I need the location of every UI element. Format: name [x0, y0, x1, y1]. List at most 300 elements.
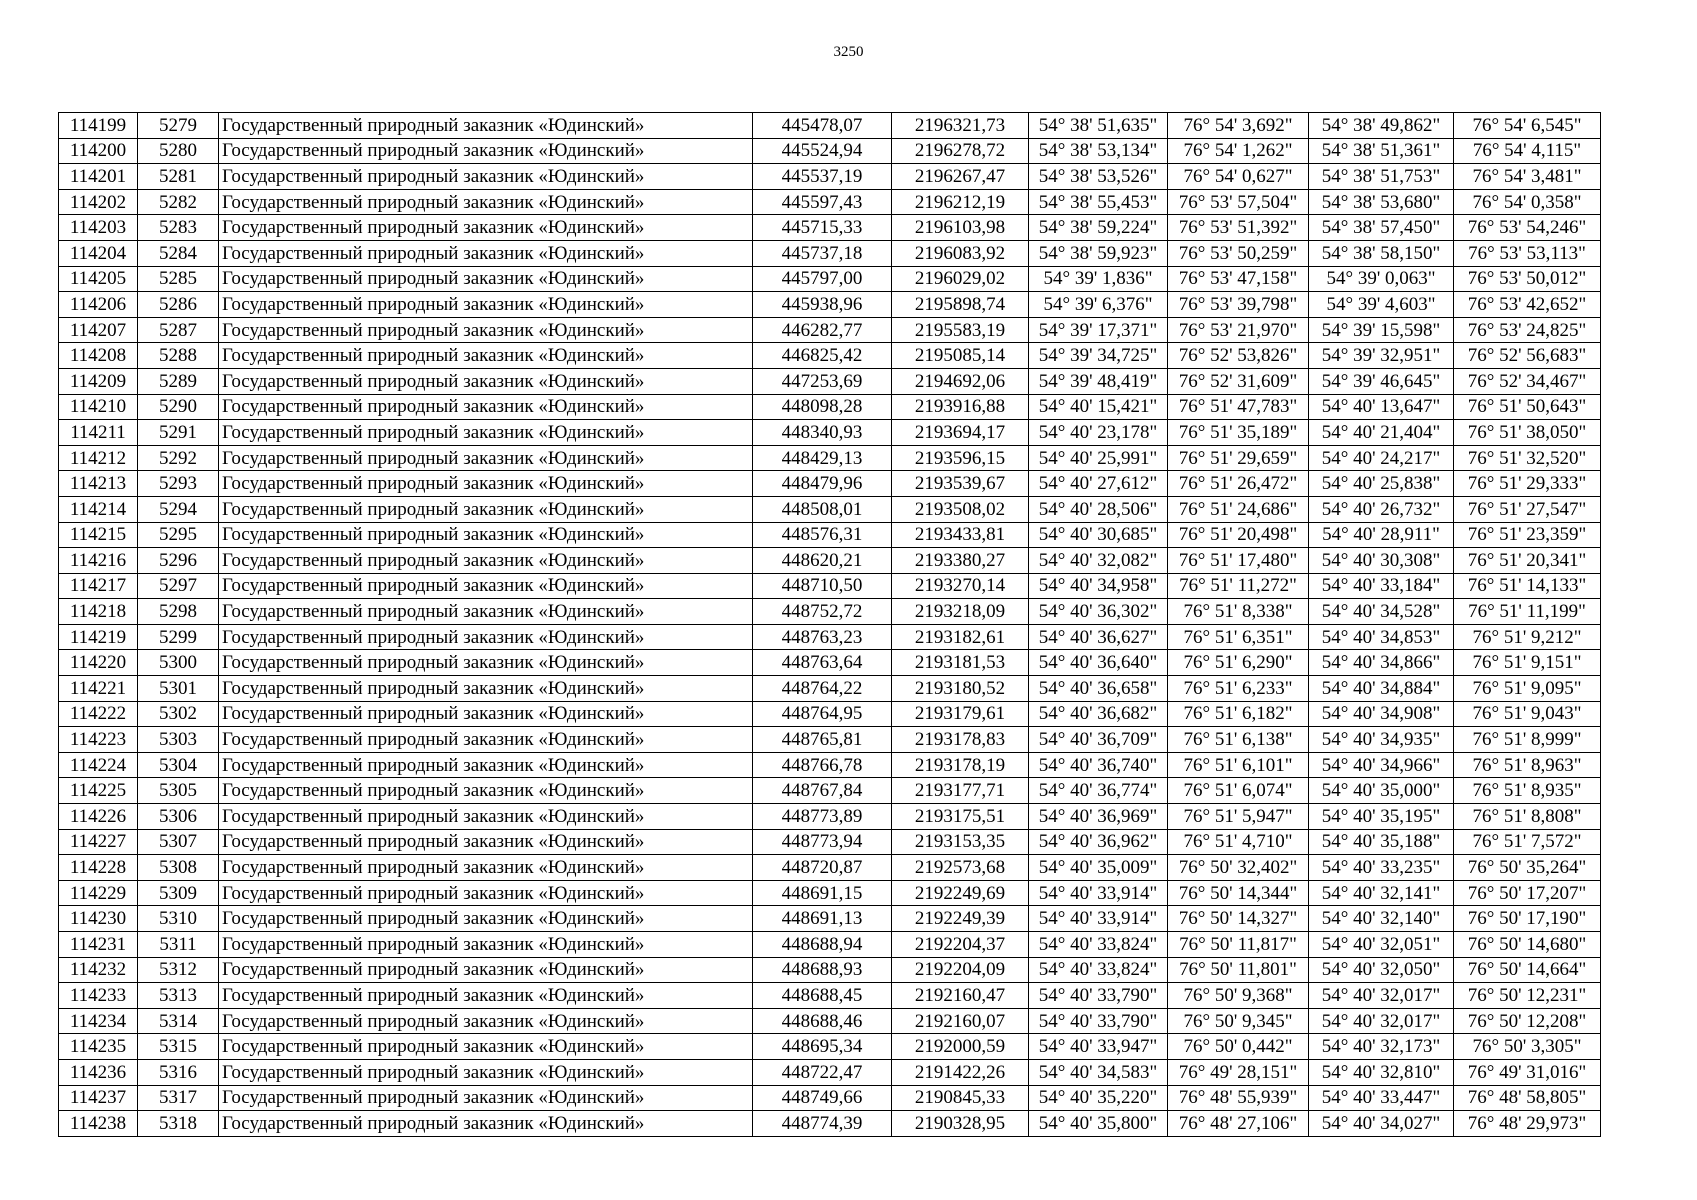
latitude-alt-cell: 54° 40' 34,935": [1309, 727, 1454, 753]
latitude-alt-cell: 54° 39' 4,603": [1309, 292, 1454, 318]
latitude-alt-cell: 54° 40' 34,908": [1309, 701, 1454, 727]
row-index-cell: 114228: [59, 855, 138, 881]
point-number-cell: 5317: [138, 1085, 219, 1111]
latitude-cell: 54° 39' 17,371": [1029, 317, 1168, 343]
object-name-cell: Государственный природный заказник «Юдинский»: [219, 113, 753, 139]
x-coordinate-cell: 448720,87: [753, 855, 892, 881]
latitude-cell: 54° 38' 53,526": [1029, 164, 1168, 190]
point-number-cell: 5300: [138, 650, 219, 676]
latitude-alt-cell: 54° 40' 32,051": [1309, 932, 1454, 958]
y-coordinate-cell: 2196267,47: [892, 164, 1029, 190]
table-row: [59, 727, 1601, 753]
latitude-alt-cell: 54° 38' 51,361": [1309, 138, 1454, 164]
point-number-cell: 5284: [138, 240, 219, 266]
table-row: [59, 343, 1601, 369]
latitude-alt-cell: 54° 40' 35,188": [1309, 829, 1454, 855]
table-row: [59, 880, 1601, 906]
y-coordinate-cell: 2190328,95: [892, 1111, 1029, 1137]
longitude-cell: 76° 53' 39,798": [1168, 292, 1309, 318]
object-name-cell: Государственный природный заказник «Юдинский»: [219, 599, 753, 625]
latitude-alt-cell: 54° 40' 24,217": [1309, 445, 1454, 471]
x-coordinate-cell: 448774,39: [753, 1111, 892, 1137]
table-row: [59, 368, 1601, 394]
longitude-alt-cell: 76° 54' 6,545": [1454, 113, 1601, 139]
longitude-alt-cell: 76° 51' 14,133": [1454, 573, 1601, 599]
longitude-alt-cell: 76° 49' 31,016": [1454, 1059, 1601, 1085]
longitude-cell: 76° 50' 11,817": [1168, 932, 1309, 958]
point-number-cell: 5299: [138, 624, 219, 650]
row-index-cell: 114236: [59, 1059, 138, 1085]
latitude-cell: 54° 40' 35,220": [1029, 1085, 1168, 1111]
point-number-cell: 5281: [138, 164, 219, 190]
x-coordinate-cell: 446282,77: [753, 317, 892, 343]
x-coordinate-cell: 448695,34: [753, 1034, 892, 1060]
object-name-cell: Государственный природный заказник «Юдинский»: [219, 292, 753, 318]
object-name-cell: Государственный природный заказник «Юдинский»: [219, 1034, 753, 1060]
point-number-cell: 5309: [138, 880, 219, 906]
latitude-alt-cell: 54° 40' 34,884": [1309, 676, 1454, 702]
row-index-cell: 114215: [59, 522, 138, 548]
x-coordinate-cell: 448752,72: [753, 599, 892, 625]
longitude-cell: 76° 51' 6,138": [1168, 727, 1309, 753]
row-index-cell: 114237: [59, 1085, 138, 1111]
table-row: [59, 394, 1601, 420]
longitude-cell: 76° 52' 53,826": [1168, 343, 1309, 369]
y-coordinate-cell: 2196083,92: [892, 240, 1029, 266]
point-number-cell: 5296: [138, 548, 219, 574]
object-name-cell: Государственный природный заказник «Юдинский»: [219, 164, 753, 190]
table-row: [59, 240, 1601, 266]
x-coordinate-cell: 448764,22: [753, 676, 892, 702]
y-coordinate-cell: 2192249,69: [892, 880, 1029, 906]
y-coordinate-cell: 2190845,33: [892, 1085, 1029, 1111]
longitude-alt-cell: 76° 51' 50,643": [1454, 394, 1601, 420]
object-name-cell: Государственный природный заказник «Юдинский»: [219, 317, 753, 343]
x-coordinate-cell: 448508,01: [753, 496, 892, 522]
point-number-cell: 5285: [138, 266, 219, 292]
latitude-alt-cell: 54° 40' 35,000": [1309, 778, 1454, 804]
table-row: [59, 778, 1601, 804]
longitude-cell: 76° 51' 5,947": [1168, 804, 1309, 830]
point-number-cell: 5288: [138, 343, 219, 369]
y-coordinate-cell: 2193694,17: [892, 420, 1029, 446]
row-index-cell: 114229: [59, 880, 138, 906]
longitude-cell: 76° 50' 0,442": [1168, 1034, 1309, 1060]
x-coordinate-cell: 448479,96: [753, 471, 892, 497]
table-row: [59, 983, 1601, 1009]
table-row: [59, 1008, 1601, 1034]
latitude-cell: 54° 40' 23,178": [1029, 420, 1168, 446]
table-row: [59, 471, 1601, 497]
object-name-cell: Государственный природный заказник «Юдинский»: [219, 778, 753, 804]
table-row: [59, 906, 1601, 932]
longitude-cell: 76° 51' 24,686": [1168, 496, 1309, 522]
point-number-cell: 5315: [138, 1034, 219, 1060]
longitude-cell: 76° 53' 51,392": [1168, 215, 1309, 241]
latitude-cell: 54° 40' 28,506": [1029, 496, 1168, 522]
object-name-cell: Государственный природный заказник «Юдинский»: [219, 266, 753, 292]
point-number-cell: 5290: [138, 394, 219, 420]
object-name-cell: Государственный природный заказник «Юдинский»: [219, 1111, 753, 1137]
latitude-cell: 54° 40' 36,774": [1029, 778, 1168, 804]
row-index-cell: 114199: [59, 113, 138, 139]
table-row: [59, 676, 1601, 702]
y-coordinate-cell: 2193178,19: [892, 752, 1029, 778]
x-coordinate-cell: 448688,94: [753, 932, 892, 958]
latitude-cell: 54° 39' 34,725": [1029, 343, 1168, 369]
table-row: [59, 420, 1601, 446]
latitude-alt-cell: 54° 38' 49,862": [1309, 113, 1454, 139]
latitude-alt-cell: 54° 40' 35,195": [1309, 804, 1454, 830]
row-index-cell: 114219: [59, 624, 138, 650]
latitude-alt-cell: 54° 40' 33,447": [1309, 1085, 1454, 1111]
longitude-cell: 76° 49' 28,151": [1168, 1059, 1309, 1085]
latitude-alt-cell: 54° 40' 34,528": [1309, 599, 1454, 625]
longitude-cell: 76° 51' 26,472": [1168, 471, 1309, 497]
object-name-cell: Государственный природный заказник «Юдинский»: [219, 1008, 753, 1034]
point-number-cell: 5305: [138, 778, 219, 804]
longitude-cell: 76° 51' 6,290": [1168, 650, 1309, 676]
longitude-cell: 76° 51' 6,074": [1168, 778, 1309, 804]
longitude-cell: 76° 53' 21,970": [1168, 317, 1309, 343]
object-name-cell: Государственный природный заказник «Юдинский»: [219, 215, 753, 241]
latitude-alt-cell: 54° 39' 15,598": [1309, 317, 1454, 343]
longitude-cell: 76° 51' 17,480": [1168, 548, 1309, 574]
x-coordinate-cell: 445597,43: [753, 189, 892, 215]
object-name-cell: Государственный природный заказник «Юдинский»: [219, 445, 753, 471]
table-row: [59, 189, 1601, 215]
object-name-cell: Государственный природный заказник «Юдинский»: [219, 624, 753, 650]
object-name-cell: Государственный природный заказник «Юдинский»: [219, 983, 753, 1009]
longitude-cell: 76° 51' 6,233": [1168, 676, 1309, 702]
row-index-cell: 114212: [59, 445, 138, 471]
object-name-cell: Государственный природный заказник «Юдинский»: [219, 829, 753, 855]
y-coordinate-cell: 2193539,67: [892, 471, 1029, 497]
latitude-alt-cell: 54° 38' 57,450": [1309, 215, 1454, 241]
object-name-cell: Государственный природный заказник «Юдинский»: [219, 752, 753, 778]
longitude-cell: 76° 51' 20,498": [1168, 522, 1309, 548]
object-name-cell: Государственный природный заказник «Юдинский»: [219, 573, 753, 599]
table-row: [59, 1059, 1601, 1085]
latitude-alt-cell: 54° 40' 28,911": [1309, 522, 1454, 548]
row-index-cell: 114227: [59, 829, 138, 855]
longitude-alt-cell: 76° 52' 56,683": [1454, 343, 1601, 369]
latitude-alt-cell: 54° 40' 32,173": [1309, 1034, 1454, 1060]
point-number-cell: 5295: [138, 522, 219, 548]
row-index-cell: 114202: [59, 189, 138, 215]
point-number-cell: 5307: [138, 829, 219, 855]
point-number-cell: 5291: [138, 420, 219, 446]
longitude-cell: 76° 53' 50,259": [1168, 240, 1309, 266]
latitude-cell: 54° 38' 55,453": [1029, 189, 1168, 215]
latitude-alt-cell: 54° 40' 26,732": [1309, 496, 1454, 522]
latitude-cell: 54° 40' 34,583": [1029, 1059, 1168, 1085]
longitude-cell: 76° 51' 6,351": [1168, 624, 1309, 650]
longitude-alt-cell: 76° 54' 0,358": [1454, 189, 1601, 215]
object-name-cell: Государственный природный заказник «Юдинский»: [219, 650, 753, 676]
object-name-cell: Государственный природный заказник «Юдинский»: [219, 701, 753, 727]
x-coordinate-cell: 448749,66: [753, 1085, 892, 1111]
row-index-cell: 114232: [59, 957, 138, 983]
latitude-cell: 54° 40' 25,991": [1029, 445, 1168, 471]
table-row: [59, 957, 1601, 983]
longitude-cell: 76° 50' 11,801": [1168, 957, 1309, 983]
latitude-alt-cell: 54° 40' 32,017": [1309, 1008, 1454, 1034]
longitude-alt-cell: 76° 51' 7,572": [1454, 829, 1601, 855]
longitude-alt-cell: 76° 50' 35,264": [1454, 855, 1601, 881]
row-index-cell: 114201: [59, 164, 138, 190]
longitude-alt-cell: 76° 51' 9,212": [1454, 624, 1601, 650]
x-coordinate-cell: 448429,13: [753, 445, 892, 471]
latitude-alt-cell: 54° 40' 32,017": [1309, 983, 1454, 1009]
x-coordinate-cell: 448340,93: [753, 420, 892, 446]
latitude-cell: 54° 40' 36,740": [1029, 752, 1168, 778]
longitude-cell: 76° 52' 31,609": [1168, 368, 1309, 394]
longitude-alt-cell: 76° 53' 42,652": [1454, 292, 1601, 318]
table-row: [59, 113, 1601, 139]
longitude-cell: 76° 54' 0,627": [1168, 164, 1309, 190]
y-coordinate-cell: 2192160,47: [892, 983, 1029, 1009]
point-number-cell: 5313: [138, 983, 219, 1009]
longitude-alt-cell: 76° 51' 8,999": [1454, 727, 1601, 753]
latitude-cell: 54° 40' 34,958": [1029, 573, 1168, 599]
x-coordinate-cell: 445938,96: [753, 292, 892, 318]
table-row: [59, 164, 1601, 190]
y-coordinate-cell: 2193179,61: [892, 701, 1029, 727]
object-name-cell: Государственный природный заказник «Юдинский»: [219, 343, 753, 369]
longitude-alt-cell: 76° 50' 17,207": [1454, 880, 1601, 906]
y-coordinate-cell: 2194692,06: [892, 368, 1029, 394]
point-number-cell: 5312: [138, 957, 219, 983]
row-index-cell: 114226: [59, 804, 138, 830]
longitude-cell: 76° 50' 14,327": [1168, 906, 1309, 932]
table-row: [59, 522, 1601, 548]
y-coordinate-cell: 2195583,19: [892, 317, 1029, 343]
longitude-alt-cell: 76° 51' 32,520": [1454, 445, 1601, 471]
x-coordinate-cell: 448710,50: [753, 573, 892, 599]
longitude-cell: 76° 51' 6,182": [1168, 701, 1309, 727]
point-number-cell: 5311: [138, 932, 219, 958]
point-number-cell: 5316: [138, 1059, 219, 1085]
latitude-cell: 54° 40' 36,627": [1029, 624, 1168, 650]
latitude-cell: 54° 40' 36,658": [1029, 676, 1168, 702]
latitude-cell: 54° 38' 59,923": [1029, 240, 1168, 266]
y-coordinate-cell: 2193916,88: [892, 394, 1029, 420]
x-coordinate-cell: 448765,81: [753, 727, 892, 753]
longitude-cell: 76° 53' 47,158": [1168, 266, 1309, 292]
point-number-cell: 5298: [138, 599, 219, 625]
latitude-cell: 54° 38' 53,134": [1029, 138, 1168, 164]
latitude-alt-cell: 54° 40' 32,810": [1309, 1059, 1454, 1085]
latitude-cell: 54° 40' 33,824": [1029, 957, 1168, 983]
table-body: [59, 113, 1601, 1137]
row-index-cell: 114217: [59, 573, 138, 599]
longitude-alt-cell: 76° 51' 8,935": [1454, 778, 1601, 804]
x-coordinate-cell: 448773,94: [753, 829, 892, 855]
object-name-cell: Государственный природный заказник «Юдинский»: [219, 906, 753, 932]
y-coordinate-cell: 2195085,14: [892, 343, 1029, 369]
latitude-cell: 54° 40' 36,709": [1029, 727, 1168, 753]
longitude-alt-cell: 76° 51' 9,095": [1454, 676, 1601, 702]
x-coordinate-cell: 448722,47: [753, 1059, 892, 1085]
latitude-cell: 54° 40' 35,800": [1029, 1111, 1168, 1137]
row-index-cell: 114224: [59, 752, 138, 778]
x-coordinate-cell: 448691,13: [753, 906, 892, 932]
x-coordinate-cell: 448620,21: [753, 548, 892, 574]
table-row: [59, 855, 1601, 881]
table-row: [59, 1111, 1601, 1137]
latitude-alt-cell: 54° 40' 33,235": [1309, 855, 1454, 881]
coordinates-table: [58, 112, 1601, 1137]
row-index-cell: 114203: [59, 215, 138, 241]
x-coordinate-cell: 448691,15: [753, 880, 892, 906]
longitude-alt-cell: 76° 50' 3,305": [1454, 1034, 1601, 1060]
x-coordinate-cell: 445537,19: [753, 164, 892, 190]
point-number-cell: 5289: [138, 368, 219, 394]
row-index-cell: 114234: [59, 1008, 138, 1034]
latitude-cell: 54° 40' 36,969": [1029, 804, 1168, 830]
object-name-cell: Государственный природный заказник «Юдинский»: [219, 1059, 753, 1085]
row-index-cell: 114200: [59, 138, 138, 164]
latitude-alt-cell: 54° 40' 34,866": [1309, 650, 1454, 676]
latitude-cell: 54° 40' 33,790": [1029, 1008, 1168, 1034]
x-coordinate-cell: 448688,93: [753, 957, 892, 983]
latitude-alt-cell: 54° 40' 32,140": [1309, 906, 1454, 932]
row-index-cell: 114206: [59, 292, 138, 318]
row-index-cell: 114223: [59, 727, 138, 753]
latitude-alt-cell: 54° 40' 25,838": [1309, 471, 1454, 497]
longitude-alt-cell: 76° 51' 38,050": [1454, 420, 1601, 446]
longitude-alt-cell: 76° 53' 53,113": [1454, 240, 1601, 266]
x-coordinate-cell: 445524,94: [753, 138, 892, 164]
row-index-cell: 114221: [59, 676, 138, 702]
x-coordinate-cell: 448098,28: [753, 394, 892, 420]
y-coordinate-cell: 2191422,26: [892, 1059, 1029, 1085]
row-index-cell: 114230: [59, 906, 138, 932]
latitude-cell: 54° 40' 36,302": [1029, 599, 1168, 625]
x-coordinate-cell: 448767,84: [753, 778, 892, 804]
table-row: [59, 1034, 1601, 1060]
table-row: [59, 829, 1601, 855]
row-index-cell: 114231: [59, 932, 138, 958]
y-coordinate-cell: 2196103,98: [892, 215, 1029, 241]
longitude-cell: 76° 54' 1,262": [1168, 138, 1309, 164]
longitude-cell: 76° 51' 11,272": [1168, 573, 1309, 599]
longitude-alt-cell: 76° 51' 9,043": [1454, 701, 1601, 727]
y-coordinate-cell: 2193178,83: [892, 727, 1029, 753]
longitude-alt-cell: 76° 51' 20,341": [1454, 548, 1601, 574]
point-number-cell: 5286: [138, 292, 219, 318]
table-row: [59, 445, 1601, 471]
object-name-cell: Государственный природный заказник «Юдинский»: [219, 804, 753, 830]
latitude-alt-cell: 54° 40' 33,184": [1309, 573, 1454, 599]
point-number-cell: 5303: [138, 727, 219, 753]
object-name-cell: Государственный природный заказник «Юдинский»: [219, 496, 753, 522]
y-coordinate-cell: 2193380,27: [892, 548, 1029, 574]
longitude-alt-cell: 76° 50' 17,190": [1454, 906, 1601, 932]
object-name-cell: Государственный природный заказник «Юдинский»: [219, 957, 753, 983]
x-coordinate-cell: 448766,78: [753, 752, 892, 778]
row-index-cell: 114216: [59, 548, 138, 574]
y-coordinate-cell: 2192204,37: [892, 932, 1029, 958]
latitude-alt-cell: 54° 40' 32,050": [1309, 957, 1454, 983]
longitude-alt-cell: 76° 50' 12,208": [1454, 1008, 1601, 1034]
y-coordinate-cell: 2192204,09: [892, 957, 1029, 983]
x-coordinate-cell: 448576,31: [753, 522, 892, 548]
y-coordinate-cell: 2193181,53: [892, 650, 1029, 676]
longitude-alt-cell: 76° 53' 24,825": [1454, 317, 1601, 343]
table-row: [59, 266, 1601, 292]
x-coordinate-cell: 448764,95: [753, 701, 892, 727]
table-row: [59, 138, 1601, 164]
table-row: [59, 317, 1601, 343]
latitude-alt-cell: 54° 40' 13,647": [1309, 394, 1454, 420]
latitude-cell: 54° 38' 51,635": [1029, 113, 1168, 139]
x-coordinate-cell: 447253,69: [753, 368, 892, 394]
longitude-alt-cell: 76° 54' 4,115": [1454, 138, 1601, 164]
longitude-cell: 76° 50' 9,345": [1168, 1008, 1309, 1034]
longitude-alt-cell: 76° 51' 8,808": [1454, 804, 1601, 830]
longitude-alt-cell: 76° 51' 27,547": [1454, 496, 1601, 522]
latitude-cell: 54° 40' 33,790": [1029, 983, 1168, 1009]
object-name-cell: Государственный природный заказник «Юдинский»: [219, 189, 753, 215]
y-coordinate-cell: 2193218,09: [892, 599, 1029, 625]
object-name-cell: Государственный природный заказник «Юдинский»: [219, 138, 753, 164]
x-coordinate-cell: 445715,33: [753, 215, 892, 241]
point-number-cell: 5306: [138, 804, 219, 830]
object-name-cell: Государственный природный заказник «Юдинский»: [219, 522, 753, 548]
point-number-cell: 5302: [138, 701, 219, 727]
row-index-cell: 114235: [59, 1034, 138, 1060]
x-coordinate-cell: 446825,42: [753, 343, 892, 369]
y-coordinate-cell: 2196212,19: [892, 189, 1029, 215]
latitude-cell: 54° 40' 36,962": [1029, 829, 1168, 855]
table-row: [59, 650, 1601, 676]
longitude-alt-cell: 76° 50' 12,231": [1454, 983, 1601, 1009]
row-index-cell: 114233: [59, 983, 138, 1009]
longitude-cell: 76° 50' 14,344": [1168, 880, 1309, 906]
y-coordinate-cell: 2193177,71: [892, 778, 1029, 804]
row-index-cell: 114220: [59, 650, 138, 676]
x-coordinate-cell: 448688,45: [753, 983, 892, 1009]
longitude-alt-cell: 76° 53' 54,246": [1454, 215, 1601, 241]
longitude-cell: 76° 48' 55,939": [1168, 1085, 1309, 1111]
latitude-cell: 54° 40' 30,685": [1029, 522, 1168, 548]
longitude-alt-cell: 76° 53' 50,012": [1454, 266, 1601, 292]
row-index-cell: 114214: [59, 496, 138, 522]
longitude-alt-cell: 76° 51' 23,359": [1454, 522, 1601, 548]
longitude-cell: 76° 48' 27,106": [1168, 1111, 1309, 1137]
latitude-cell: 54° 39' 1,836": [1029, 266, 1168, 292]
table-row: [59, 932, 1601, 958]
point-number-cell: 5304: [138, 752, 219, 778]
table-row: [59, 573, 1601, 599]
point-number-cell: 5287: [138, 317, 219, 343]
y-coordinate-cell: 2196029,02: [892, 266, 1029, 292]
table-row: [59, 804, 1601, 830]
x-coordinate-cell: 445737,18: [753, 240, 892, 266]
object-name-cell: Государственный природный заказник «Юдинский»: [219, 368, 753, 394]
y-coordinate-cell: 2193175,51: [892, 804, 1029, 830]
y-coordinate-cell: 2192249,39: [892, 906, 1029, 932]
latitude-cell: 54° 40' 36,640": [1029, 650, 1168, 676]
row-index-cell: 114222: [59, 701, 138, 727]
y-coordinate-cell: 2193153,35: [892, 829, 1029, 855]
point-number-cell: 5283: [138, 215, 219, 241]
row-index-cell: 114225: [59, 778, 138, 804]
object-name-cell: Государственный природный заказник «Юдинский»: [219, 676, 753, 702]
table-row: [59, 292, 1601, 318]
